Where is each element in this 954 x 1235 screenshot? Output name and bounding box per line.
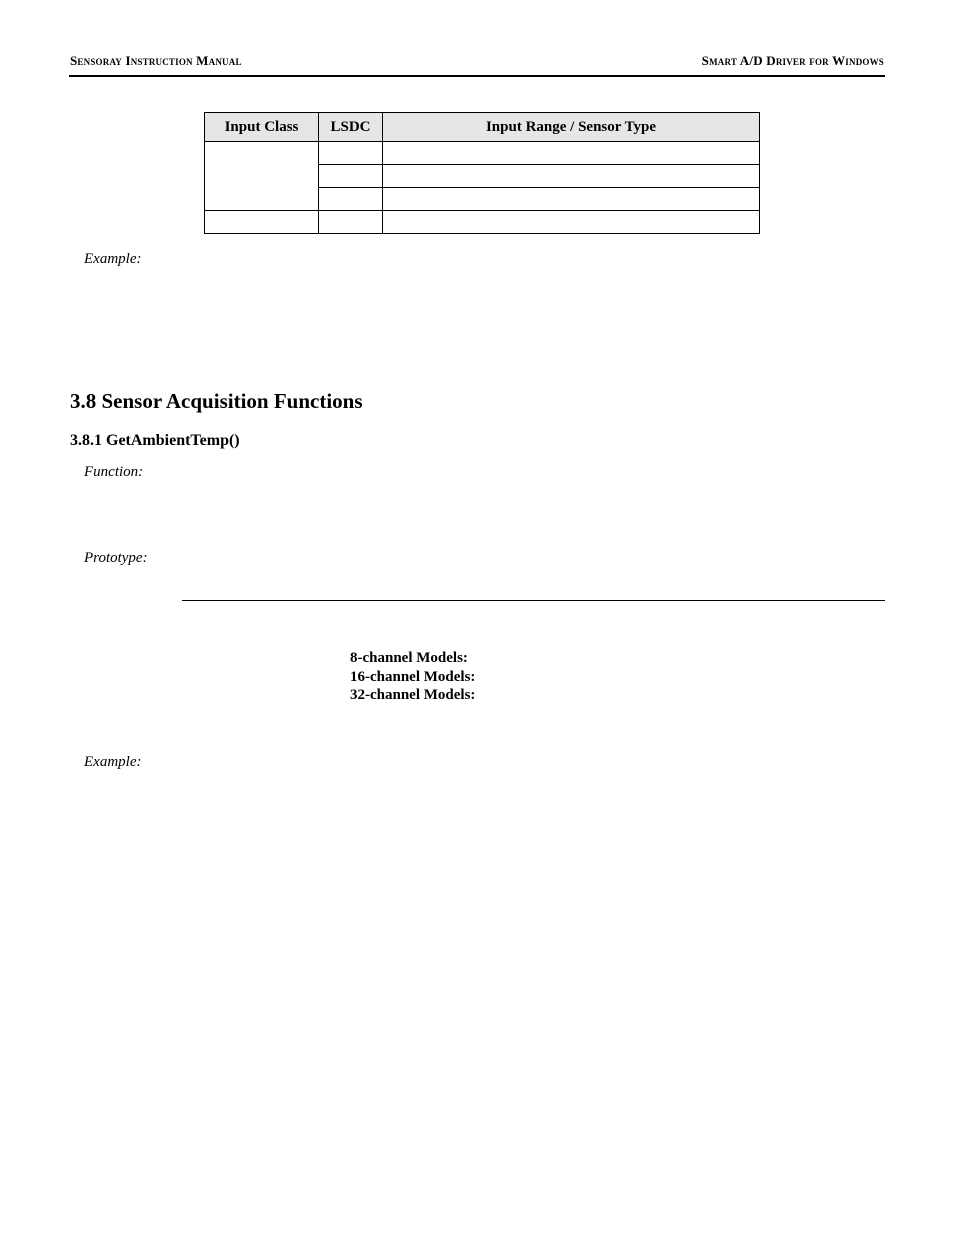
- table-header-row: [205, 113, 760, 142]
- prototype-rule: [182, 600, 885, 601]
- lsdc-table: [204, 112, 760, 234]
- model-16-channel: 16-channel Models:: [350, 668, 476, 685]
- table-cell: [319, 165, 383, 188]
- table-cell: [319, 188, 383, 211]
- header-rule: [69, 75, 885, 77]
- table-cell: [383, 188, 760, 211]
- prototype-label: Prototype:: [84, 550, 148, 566]
- table-row: [205, 142, 760, 165]
- column-header-input-range: Input Range / Sensor Type: [383, 113, 760, 142]
- model-32-channel: 32-channel Models:: [350, 687, 476, 703]
- example-label-2: Example:: [84, 754, 142, 770]
- subsection-heading: 3.8.1 GetAmbientTemp(): [70, 432, 240, 449]
- table-cell: [205, 211, 319, 234]
- header-right-title: Smart A/D Driver for Windows: [701, 53, 884, 68]
- header-left-title: Sensoray Instruction Manual: [70, 53, 242, 68]
- example-label-1: Example:: [84, 251, 142, 267]
- section-heading: 3.8 Sensor Acquisition Functions: [70, 389, 363, 413]
- table-cell: [319, 142, 383, 165]
- column-header-lsdc: LSDC: [319, 113, 383, 142]
- table-cell: [205, 142, 319, 211]
- table-row: [205, 211, 760, 234]
- function-label: Function:: [84, 464, 144, 480]
- model-8-channel: 8-channel Models:: [350, 650, 468, 666]
- table-cell: [319, 211, 383, 234]
- column-header-input-class: Input Class: [205, 113, 319, 142]
- table-cell: [383, 211, 760, 234]
- channel-models-list: [350, 649, 475, 705]
- table-cell: [383, 142, 760, 165]
- table-cell: [383, 165, 760, 188]
